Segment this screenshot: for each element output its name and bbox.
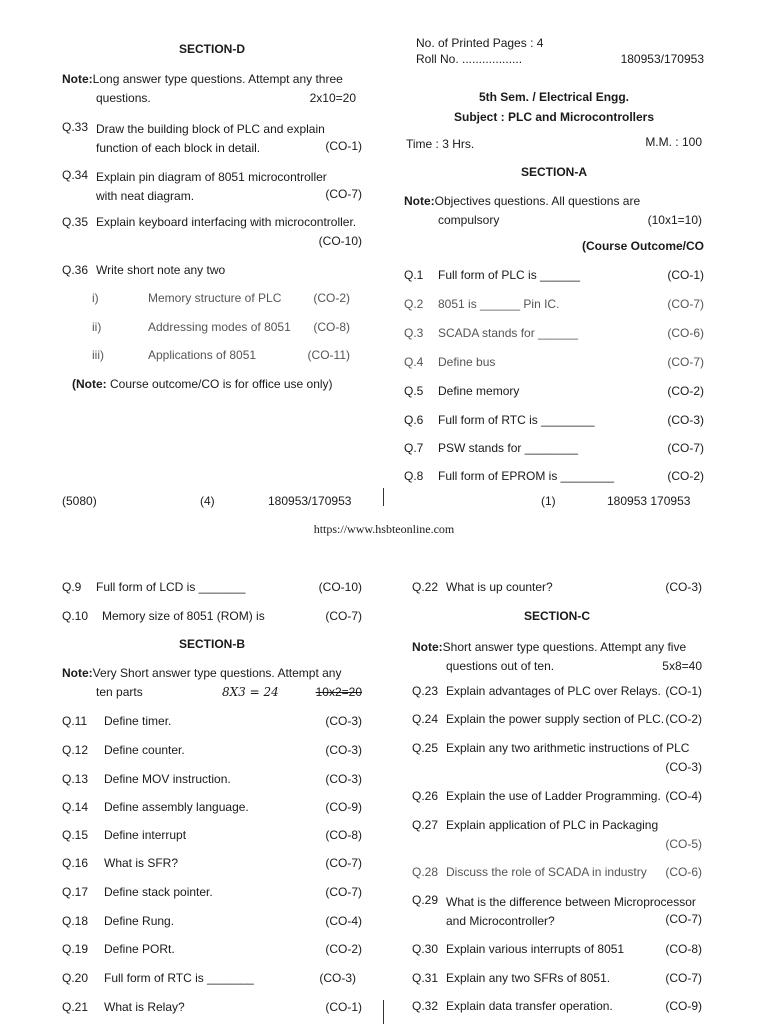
question-text: Explain the use of Ladder Programming. xyxy=(446,789,661,803)
section-b-note xyxy=(62,664,362,702)
footer-page-left: (4) xyxy=(200,494,215,508)
question-number: Q.4 xyxy=(404,355,424,369)
question-27 xyxy=(412,818,702,851)
course-outcome: (CO-1) xyxy=(325,139,362,153)
course-outcome: (CO-4) xyxy=(665,789,702,803)
question-28 xyxy=(412,865,702,879)
question-number: Q.10 xyxy=(62,609,89,623)
paper-code: 180953/170953 xyxy=(620,52,704,66)
question-text: Full form of PLC is ______ xyxy=(438,268,581,282)
note-marks: 10x2=20 xyxy=(315,685,362,699)
question-number: Q.19 xyxy=(62,942,89,956)
item-roman: i) xyxy=(92,291,99,305)
section-a-column xyxy=(404,0,704,512)
note-line1: Very Short answer type questions. Attempt any xyxy=(92,666,342,680)
office-use-note xyxy=(72,377,362,391)
course-outcome: (CO-3) xyxy=(667,413,704,427)
note-line1: Long answer type questions. Attempt any three xyxy=(92,72,343,86)
bottom-sheet xyxy=(0,540,768,1024)
question-text: Full form of LCD is _______ xyxy=(96,580,246,594)
question-number: Q.7 xyxy=(404,441,424,455)
question-20 xyxy=(62,971,362,985)
course-outcome: (CO-9) xyxy=(325,800,362,814)
course-outcome: (CO-7) xyxy=(325,856,362,870)
course-outcome: (CO-9) xyxy=(665,999,702,1013)
question-text: What is SFR? xyxy=(104,856,179,870)
question-text: Explain various interrupts of 8051 xyxy=(446,942,625,956)
question-number: Q.33 xyxy=(62,120,89,134)
question-number: Q.26 xyxy=(412,789,439,803)
section-a-note xyxy=(404,192,704,230)
subject: Subject : PLC and Microcontrollers xyxy=(453,110,655,124)
question-number: Q.20 xyxy=(62,971,89,985)
question-text: SCADA stands for ______ xyxy=(438,326,579,340)
item-text: Applications of 8051 xyxy=(148,348,257,362)
question-number: Q.13 xyxy=(62,772,89,786)
question-number: Q.14 xyxy=(62,800,89,814)
section-c-title: SECTION-C xyxy=(524,609,590,623)
question-12 xyxy=(62,743,362,757)
question-number: Q.21 xyxy=(62,1000,89,1014)
note-label: Note: xyxy=(62,666,93,680)
question-3 xyxy=(404,326,704,340)
item-text: Memory structure of PLC xyxy=(148,291,282,305)
question-text: Explain application of PLC in Packaging xyxy=(446,818,659,832)
question-text: Define interrupt xyxy=(104,828,187,842)
course-outcome: (CO-8) xyxy=(665,942,702,956)
question-text: Full form of RTC is _______ xyxy=(104,971,254,985)
course-outcome: (CO-6) xyxy=(667,326,704,340)
question-text: Define PORt. xyxy=(104,942,175,956)
question-number: Q.9 xyxy=(62,580,82,594)
course-outcome-header: (Course Outcome/CO xyxy=(581,239,704,253)
question-text: Explain any two arithmetic instructions of PLC xyxy=(446,741,690,755)
course-outcome: (CO-7) xyxy=(665,971,702,985)
course-outcome: (CO-4) xyxy=(325,914,362,928)
course-outcome: (CO-3) xyxy=(665,580,702,594)
course-outcome: (CO-2) xyxy=(665,712,702,726)
item-roman: iii) xyxy=(92,348,104,362)
question-16 xyxy=(62,856,362,870)
question-text: Full form of EPROM is ________ xyxy=(438,469,615,483)
question-text: Explain keyboard interfacing with microcontroller. xyxy=(96,215,357,229)
course-outcome: (CO-6) xyxy=(665,865,702,879)
section-d-note xyxy=(62,70,362,108)
question-number: Q.31 xyxy=(412,971,439,985)
course-outcome: (CO-8) xyxy=(313,320,350,334)
note-line2: compulsory xyxy=(438,213,500,227)
question-22 xyxy=(412,580,702,594)
question-number: Q.15 xyxy=(62,828,89,842)
note-marks: 2x10=20 xyxy=(309,91,356,105)
course-outcome: (CO-2) xyxy=(325,942,362,956)
question-text: Define timer. xyxy=(104,714,172,728)
question-14 xyxy=(62,800,362,814)
time: Time : 3 Hrs. xyxy=(406,137,475,151)
question-number: Q.32 xyxy=(412,999,439,1013)
column-divider xyxy=(383,1000,384,1024)
semester: 5th Sem. / Electrical Engg. xyxy=(478,90,630,104)
footer-paper-left: 180953/170953 xyxy=(268,494,352,508)
course-outcome: (CO-8) xyxy=(325,828,362,842)
question-text: PSW stands for ________ xyxy=(438,441,579,455)
question-text-line2: with neat diagram. xyxy=(96,189,195,203)
question-15 xyxy=(62,828,362,842)
course-outcome: (CO-7) xyxy=(325,187,362,201)
question-text-line2: and Microcontroller? xyxy=(446,914,555,928)
column-divider xyxy=(383,488,384,506)
roll-no: Roll No. .................. xyxy=(416,52,523,66)
course-outcome: (CO-1) xyxy=(665,684,702,698)
question-6 xyxy=(404,413,704,427)
question-number: Q.8 xyxy=(404,469,424,483)
note-line1: Objectives questions. All questions are xyxy=(434,194,641,208)
question-number: Q.1 xyxy=(404,268,424,282)
question-text: What is Relay? xyxy=(104,1000,185,1014)
question-24 xyxy=(412,712,702,726)
question-number: Q.18 xyxy=(62,914,89,928)
question-number: Q.34 xyxy=(62,168,89,182)
course-outcome: (CO-7) xyxy=(667,355,704,369)
question-text: Define MOV instruction. xyxy=(104,772,231,786)
question-text: Memory size of 8051 (ROM) is xyxy=(102,609,265,623)
course-outcome: (CO-3) xyxy=(325,772,362,786)
footer-code: (5080) xyxy=(62,494,97,508)
question-19 xyxy=(62,942,362,956)
course-outcome: (CO-3) xyxy=(325,743,362,757)
section-c-note xyxy=(412,638,702,676)
question-2 xyxy=(404,297,704,311)
question-23 xyxy=(412,684,702,698)
question-text: Draw the building block of PLC and explain xyxy=(96,122,325,136)
handwritten-marks: 8X3 = 24 xyxy=(222,685,279,699)
question-8 xyxy=(404,469,704,483)
question-number: Q.17 xyxy=(62,885,89,899)
section-d-title: SECTION-D xyxy=(179,42,245,56)
question-number: Q.2 xyxy=(404,297,424,311)
course-outcome: (CO-2) xyxy=(667,384,704,398)
note-line2: questions. xyxy=(96,91,151,105)
note-line1: Short answer type questions. Attempt any five xyxy=(442,640,687,654)
question-text: Full form of RTC is ________ xyxy=(438,413,595,427)
question-text-line2: function of each block in detail. xyxy=(96,141,261,155)
question-number: Q.5 xyxy=(404,384,424,398)
footer-paper-right: 180953 170953 xyxy=(607,494,691,508)
source-url: https://www.hsbteonline.com xyxy=(313,522,455,536)
q36-item-3 xyxy=(62,348,362,362)
footer-page-right: (1) xyxy=(541,494,556,508)
item-text: Addressing modes of 8051 xyxy=(148,320,291,334)
section-d-column xyxy=(62,0,362,512)
note-label: Note: xyxy=(404,194,435,208)
course-outcome: (CO-7) xyxy=(325,609,362,623)
course-outcome: (CO-11) xyxy=(307,348,350,362)
question-text: Explain pin diagram of 8051 microcontroller xyxy=(96,170,327,184)
question-18 xyxy=(62,914,362,928)
question-text: What is the difference between Microprocessor xyxy=(446,895,696,909)
question-29 xyxy=(412,893,702,931)
question-text: Explain the power supply section of PLC. xyxy=(446,712,665,726)
question-text: Define stack pointer. xyxy=(104,885,213,899)
note-label: Note: xyxy=(62,72,93,86)
note-label: Note: xyxy=(412,640,443,654)
question-4 xyxy=(404,355,704,369)
question-number: Q.29 xyxy=(412,893,439,907)
question-number: Q.30 xyxy=(412,942,439,956)
section-c-column xyxy=(412,540,702,1024)
printed-pages: No. of Printed Pages : 4 xyxy=(416,36,544,50)
course-outcome: (CO-2) xyxy=(313,291,350,305)
question-text: Explain data transfer operation. xyxy=(446,999,613,1013)
question-36 xyxy=(62,263,362,277)
question-25 xyxy=(412,741,702,774)
question-number: Q.3 xyxy=(404,326,424,340)
course-outcome: (CO-5) xyxy=(665,837,702,851)
question-31 xyxy=(412,971,702,985)
course-outcome: (CO-2) xyxy=(667,469,704,483)
course-outcome: (CO-7) xyxy=(325,885,362,899)
course-outcome: (CO-7) xyxy=(667,441,704,455)
max-marks: M.M. : 100 xyxy=(645,135,702,149)
question-17 xyxy=(62,885,362,899)
question-7 xyxy=(404,441,704,455)
course-outcome: (CO-3) xyxy=(325,714,362,728)
course-outcome: (CO-3) xyxy=(319,971,356,985)
question-21 xyxy=(62,1000,362,1014)
question-26 xyxy=(412,789,702,803)
question-text: Define assembly language. xyxy=(104,800,249,814)
question-number: Q.36 xyxy=(62,263,89,277)
item-roman: ii) xyxy=(92,320,102,334)
question-text: Write short note any two xyxy=(96,263,226,277)
question-text: Explain any two SFRs of 8051. xyxy=(446,971,611,985)
course-outcome: (CO-1) xyxy=(667,268,704,282)
question-10 xyxy=(62,609,362,623)
course-outcome: (CO-10) xyxy=(318,234,362,248)
course-outcome: (CO-10) xyxy=(318,580,362,594)
office-note-text: Course outcome/CO is for office use only) xyxy=(110,377,333,391)
question-text: 8051 is ______ Pin IC. xyxy=(438,297,560,311)
question-number: Q.11 xyxy=(62,714,88,728)
note-marks: (10x1=10) xyxy=(647,213,702,227)
course-outcome: (CO-7) xyxy=(667,297,704,311)
question-35 xyxy=(62,215,362,248)
question-number: Q.35 xyxy=(62,215,89,229)
note-marks: 5x8=40 xyxy=(662,659,702,673)
question-text: Define counter. xyxy=(104,743,185,757)
question-number: Q.22 xyxy=(412,580,439,594)
course-outcome: (CO-3) xyxy=(665,760,702,774)
question-number: Q.27 xyxy=(412,818,439,832)
section-a-title: SECTION-A xyxy=(521,165,587,179)
question-text: Define bus xyxy=(438,355,496,369)
question-number: Q.25 xyxy=(412,741,439,755)
question-text: Discuss the role of SCADA in industry xyxy=(446,865,647,879)
section-b-column xyxy=(62,540,362,1024)
section-b-title: SECTION-B xyxy=(179,637,245,651)
question-number: Q.12 xyxy=(62,743,89,757)
question-number: Q.23 xyxy=(412,684,439,698)
question-text: Explain advantages of PLC over Relays. xyxy=(446,684,661,698)
question-text: What is up counter? xyxy=(446,580,553,594)
question-number: Q.16 xyxy=(62,856,89,870)
question-30 xyxy=(412,942,702,956)
question-34 xyxy=(62,168,362,206)
course-outcome: (CO-7) xyxy=(665,912,702,926)
question-11 xyxy=(62,714,362,728)
course-outcome: (CO-1) xyxy=(325,1000,362,1014)
q36-item-2 xyxy=(62,320,362,334)
question-number: Q.24 xyxy=(412,712,439,726)
note-line2: questions out of ten. xyxy=(446,659,555,673)
question-text: Define Rung. xyxy=(104,914,175,928)
question-1 xyxy=(404,268,704,282)
question-13 xyxy=(62,772,362,786)
office-note-label: (Note: xyxy=(72,377,107,391)
question-33 xyxy=(62,120,362,158)
q36-item-1 xyxy=(62,291,362,305)
question-32 xyxy=(412,999,702,1013)
question-number: Q.6 xyxy=(404,413,424,427)
question-9 xyxy=(62,580,362,594)
question-5 xyxy=(404,384,704,398)
question-number: Q.28 xyxy=(412,865,439,879)
note-line2: ten parts xyxy=(96,685,143,699)
question-text: Define memory xyxy=(438,384,520,398)
